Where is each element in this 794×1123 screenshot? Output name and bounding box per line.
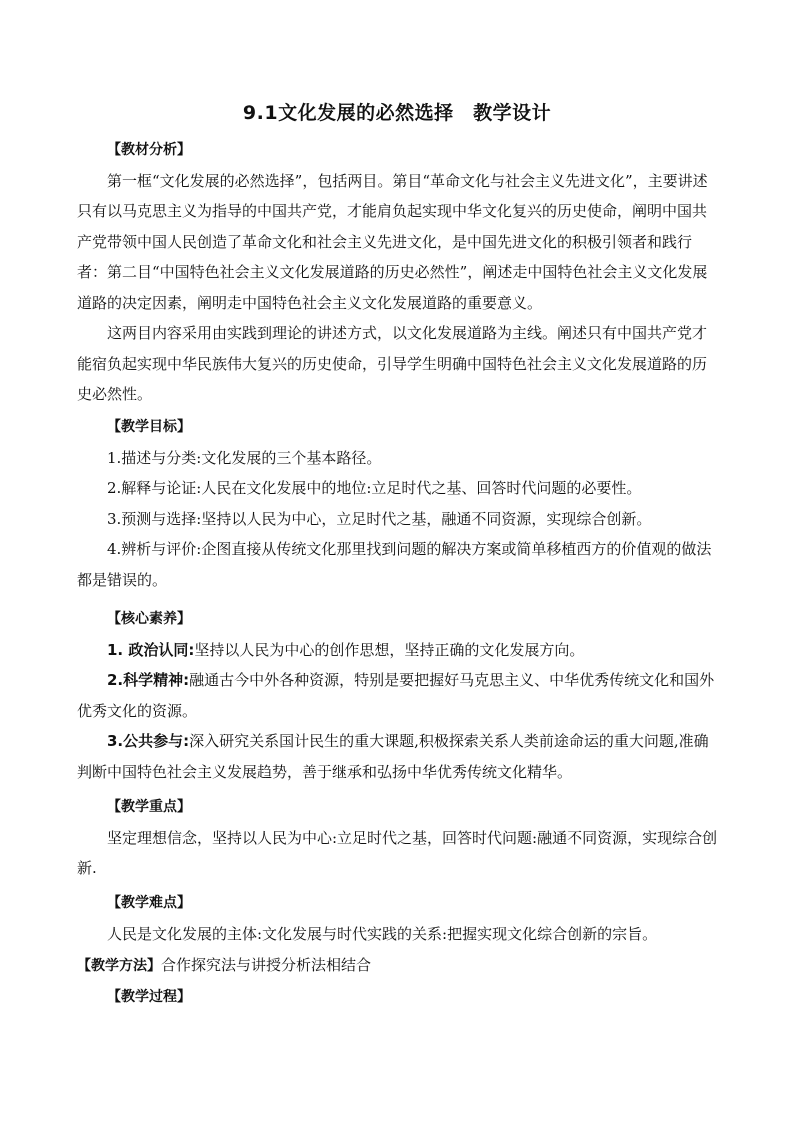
difficulty-heading: 【教学难点】 (107, 895, 191, 911)
goal-item: 3.预测与选择:坚持以人民为中心，立足时代之基，融通不同资源，实现综合创新。 (107, 509, 652, 528)
method-section (77, 950, 720, 982)
goal-item: 2.解释与论证:人民在文化发展中的地位:立足时代之基、回答时代问题的必要性。 (107, 479, 642, 497)
difficulty-text: 人民是文化发展的主体:文化发展与时代实践的关系:把握实现文化综合创新的宗旨。 (107, 924, 658, 943)
literacy-item (77, 635, 720, 666)
goals-heading: 【教学目标】 (107, 419, 191, 435)
analysis-paragraph-2: 这两目内容采用由实践到理论的讲述方式，以文化发展道路为主线。阐述只有中国共产党才能宿负起实现中华民族伟大复兴的历史使命，引导学生明确中国特色社会主义文化发展道路的历史必然性。 (77, 324, 708, 403)
literacy-text: 深入研究关系国计民生的重大课题,积极探索关系人类前途命运的重大问题,准确判断中国特色社会主义发展趋势，善于继承和弘扬中华优秀传统文化精华。 (77, 732, 709, 781)
literacy-section (77, 604, 720, 787)
key-text: 坚定理想信念，坚持以人民为中心:立足时代之基，回答时代问题:融通不同资源，实现综合创新. (77, 828, 718, 877)
analysis-paragraph-1: 第一框“文化发展的必然选择”，包括两目。第目“革命文化与社会主义先进文化”，主要讲述只有以马克思主义为指导的中国共产党，才能肩负起实现中华文化复兴的历史使命，阐明中国共产党带领中国人民创造了革命文化和社会主义先进文化，是中国先进文化的积极引领者和践行者：第二目“中国特色社会主义文化发展道路的历史必然性”，阐述走中国特色社会主义文化发展道路的决定因素，阐明走中国特色社会主义文化发展道路的重要意义。 (77, 171, 708, 312)
document-title: 9.1文化发展的必然选择 教学设计 (242, 102, 552, 124)
goal-item: 4.辨析与评价:企图直接从传统文化那里找到问题的解决方案或简单移植西方的价值观的做法都是错误的。 (77, 540, 712, 589)
difficulty-section (77, 888, 720, 949)
method-text: 合作探究法与讲授分析法相结合 (161, 956, 372, 974)
analysis-section (77, 135, 720, 410)
process-heading: 【教学过程】 (107, 989, 191, 1005)
analysis-heading: 【教材分析】 (107, 142, 191, 158)
key-heading: 【教学重点】 (107, 799, 191, 815)
literacy-text: 坚持以人民为中心的创作思想，坚持正确的文化发展方向。 (194, 640, 585, 659)
goals-section (77, 412, 720, 595)
literacy-label: 2.科学精神: (107, 671, 190, 689)
key-section (77, 792, 720, 884)
literacy-text: 融通古今中外各种资源，特别是要把握好马克思主义、中华优秀传统文化和国外优秀文化的资源。 (77, 671, 715, 720)
literacy-heading: 【核心素养】 (107, 611, 191, 627)
literacy-label: 3.公共参与: (107, 732, 190, 750)
goal-item: 1.描述与分类:文化发展的三个基本路径。 (107, 448, 382, 467)
literacy-label: 1. 政治认同: (107, 640, 195, 659)
process-section (77, 982, 720, 1013)
method-heading: 【教学方法】 (77, 958, 161, 974)
method-line (77, 950, 720, 982)
literacy-item (77, 665, 720, 726)
literacy-item (77, 726, 720, 787)
